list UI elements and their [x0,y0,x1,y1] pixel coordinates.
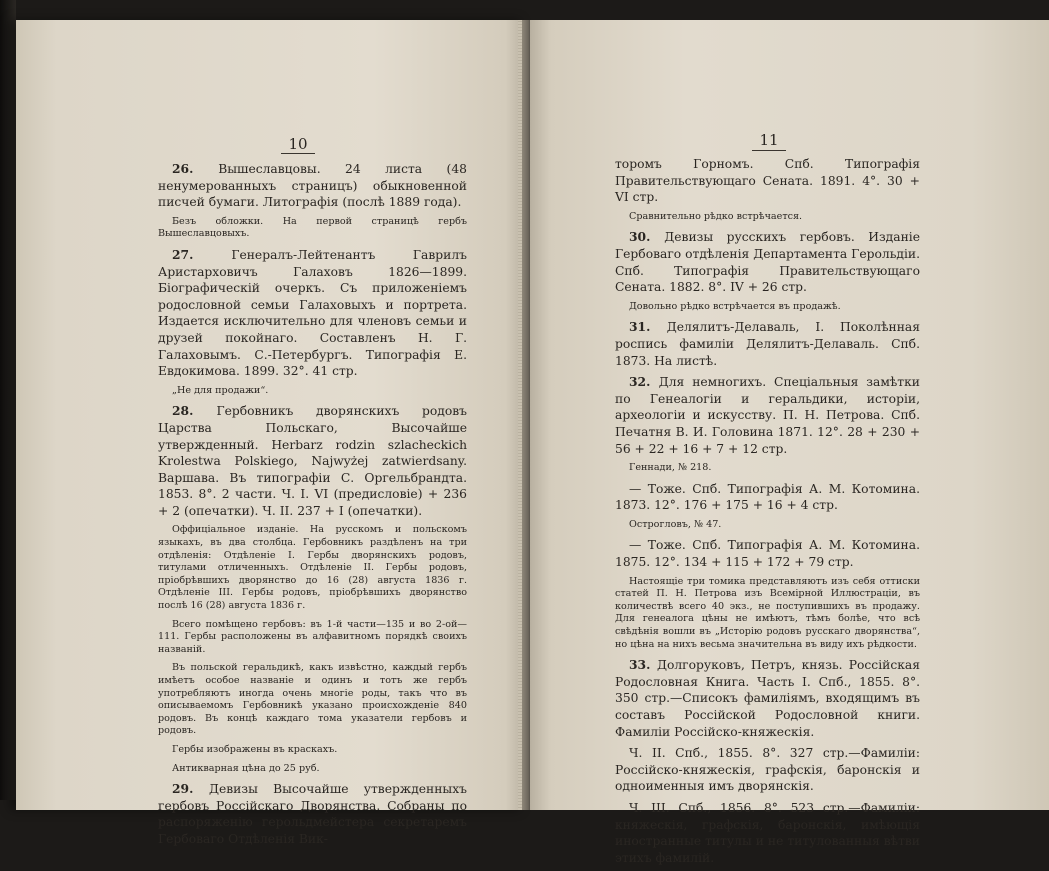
entry-continuation: торомъ Горномъ. Спб. Типографія Правительствующаго Сената. 1891. 4°. 30 + VI стр. [615,157,920,205]
entry-number: 28. [172,403,217,419]
bibliography-note: Острогловъ, № 47. [629,518,722,530]
entry-number: 27. [172,246,232,262]
page-number-rule [752,150,786,151]
bibliography-entry [158,781,467,847]
entry-number: 26. [172,161,219,176]
right-page [530,20,1049,865]
bibliography-note: „Не для продажи“. [172,384,269,396]
bibliography-entry [615,374,920,457]
entry-text: Долгоруковъ, Петръ, князь. Россійская Родословная Книга. Часть I. Спб., 1855. 8°. 350 стр.—Списокъ фамиліямъ, входящимъ въ составъ Россійской Родословной книги. Фамиліи Россійско-княжескія. [615,658,920,739]
bibliography-note: Настоящіе три томика представляютъ изъ себя оттиски статей П. Н. Петрова изъ Всемірной Иллюстраціи, въ количествѣ всего 40 экз., не поступившихъ въ продажу. Для генеалога цѣны не имѣютъ, тѣмъ болѣе, что всѣ свѣдѣнія вошли въ „Исторію родовъ русскаго дворянства“, но цѣна на нихъ весьма значительна въ виду ихъ рѣдкости. [615,575,920,650]
entry-text: Вышеславцовы. 24 листа (48 ненумерованныхъ страницъ) обыкновенной писчей бумаги. Литографія (послѣ 1889 года). [158,162,467,210]
entry-text: Девизы Высочайше утвержденныхъ гербовъ Россійскаго Дворянства. Собраны по распоряженію герольдмейстера секретаремъ Гербоваго Отдѣленія Вик- [158,782,467,846]
bibliography-entry [158,247,467,380]
left-text-column [158,161,467,853]
bibliography-note: Безъ обложки. На первой страницѣ гербъ Вышеславцовыхъ. [158,215,467,240]
page-number-rule [281,153,315,154]
entry-text: Девизы русскихъ гербовъ. Изданіе Гербоваго отдѣленія Департамента Герольдіи. Спб. Типографія Правительствующаго Сената. 1882. 8°. IV + 26 стр. [615,230,920,295]
entry-number: 29. [172,781,209,797]
bibliography-entry [158,161,467,211]
entry-text: Генералъ-Лейтенантъ Гаврилъ Аристарховичъ Галаховъ 1826—1899. Біографическій очеркъ. Съ приложеніемъ родословной семьи Галаховыхъ и портрета. Издается исключительно для членовъ семьи и друзей покойнаго. Составленъ Н. Г. Галаховымъ. С.-Петербургъ. Типографія Е. Евдокимова. 1899. 32°. 41 стр. [158,247,467,379]
entry-variant: — Тоже. Спб. Типографія А. М. Котомина. 1873. 12°. 176 + 175 + 16 + 4 стр. [615,481,920,513]
bibliography-entry [615,657,920,740]
page-number: 11 [759,131,779,149]
entry-subpart: Ч. II. Спб., 1855. 8°. 327 стр.—Фамиліи: Россійско-княжескія, графскія, баронскія и одноименныя имъ дворянскія. [615,746,920,794]
entry-number: 30. [629,229,665,245]
bibliography-note: Всего помѣщено гербовъ: въ 1-й части—135 и во 2-ой—111. Гербы расположены въ алфавитномъ порядкѣ своихъ названій. [158,618,467,655]
bibliography-note: Антикварная цѣна до 25 руб. [172,762,320,774]
entry-text: Для немногихъ. Спеціальныя замѣтки по Генеалогіи и геральдики, исторіи, археологіи и искусству. П. Н. Петрова. Спб. Печатня В. И. Головина 1871. 12°. 28 + 230 + 56 + 22 + 16 + 7 + 12 стр. [615,375,920,456]
entry-number: 32. [629,374,659,390]
bibliography-note: Довольно рѣдко встрѣчается въ продажѣ. [629,300,841,312]
entry-number: 31. [629,319,667,335]
bibliography-entry [615,319,920,369]
bibliography-note: Оффиціальное изданіе. На русскомъ и польскомъ языкахъ, въ два столбца. Гербовникъ раздѣленъ на три отдѣленія: Отдѣленіе I. Гербы дворянскихъ родовъ, титулами отличенныхъ. Отдѣленіе II. Гербы родовъ, пріобрѣвшихъ дворянство до 16 (28) августа 1836 г. Отдѣленіе III. Гербы родовъ, пріобрѣвшихъ дворянство послѣ 16 (28) августа 1836 г. [158,524,467,612]
entry-text: Гербовникъ дворянскихъ родовъ Царства Польскаго, Высочайше утвержденный. Herbarz rodzin szlacheckich Krolestwa Polskiego, Najwyżej zatwierdsany. Варшава. Въ типографіи С. Оргельбрандта. 1853. 8°. 2 части. Ч. I. VI (предисловіе) + 236 + 2 (опечатки). Ч. II. 237 + I (опечатки). [158,404,467,518]
entry-text: Делялитъ-Делаваль, I. Поколѣнная роспись фамиліи Делялитъ-Делаваль. Спб. 1873. На листѣ. [615,320,920,368]
entry-variant: — Тоже. Спб. Типографія А. М. Котомина. 1875. 12°. 134 + 115 + 172 + 79 стр. [615,538,920,570]
entry-subpart: Ч. III. Спб., 1856. 8°. 523 стр.—Фамиліи: княжескія, графскія, баронскія, имѣющія иностранные титулы и не титулованныя вѣтви этихъ фамилій. [615,800,920,865]
right-text-column [615,156,920,871]
page-number: 10 [288,135,308,153]
bibliography-note: Гербы изображены въ краскахъ. [172,743,338,755]
entry-number: 33. [629,657,657,673]
bibliography-note: Въ польской геральдикѣ, какъ извѣстно, каждый гербъ имѣетъ особое названіе и одинъ и тотъ же гербъ употребляютъ иногда очень многіе роды, такъ что въ описываемомъ Гербовникѣ указано происхожденіе 840 родовъ. Въ концѣ каждаго тома указатели гербовъ и родовъ. [158,662,467,737]
bibliography-note: Сравнительно рѣдко встрѣчается. [629,210,803,222]
bibliography-entry [158,403,467,519]
book-shadow [0,0,16,800]
left-page [16,20,526,846]
bibliography-note: Геннади, № 218. [629,462,712,474]
bibliography-entry [615,229,920,295]
